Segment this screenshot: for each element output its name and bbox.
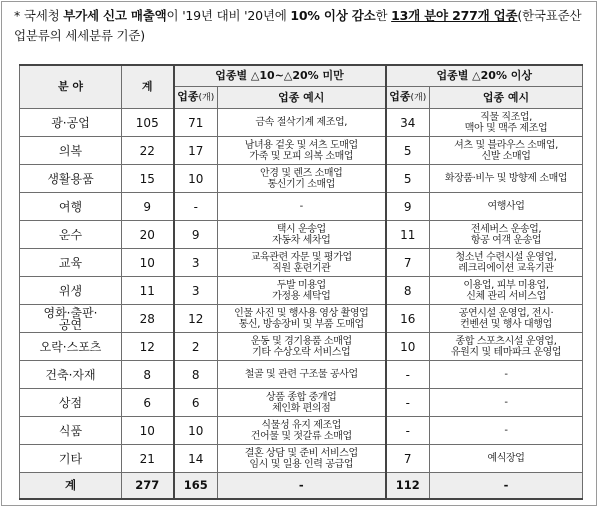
note-bold-sales: 부가세 신고 매출액 bbox=[63, 8, 167, 23]
table-row bbox=[20, 389, 583, 417]
cell-field: 기타 bbox=[20, 445, 122, 473]
cell-field: 영화·출판· 공연 bbox=[20, 305, 122, 333]
cell-count-10-20: 2 bbox=[174, 333, 218, 361]
cell-total: 12 bbox=[122, 333, 174, 361]
cell-count-10-20: 71 bbox=[174, 109, 218, 137]
cell-field: 상점 bbox=[20, 389, 122, 417]
cell-total: 22 bbox=[122, 137, 174, 165]
cell-count-20-plus: 5 bbox=[386, 137, 430, 165]
cell-example-10-20: 금속 절삭기계 제조업, bbox=[218, 109, 386, 137]
cell-example-10-20: 식물성 유지 제조업 건어물 및 젓갈류 소매업 bbox=[218, 417, 386, 445]
note-bold-industries: 13개 분야 277개 업종 bbox=[391, 8, 518, 23]
cell-count-10-20: 6 bbox=[174, 389, 218, 417]
cell-total: 10 bbox=[122, 249, 174, 277]
cell-example-10-20: 안경 및 렌즈 소매업 통신기기 소매업 bbox=[218, 165, 386, 193]
cell-total: 9 bbox=[122, 193, 174, 221]
cell-count-10-20: 9 bbox=[174, 221, 218, 249]
table-row bbox=[20, 305, 583, 333]
cell-field: 식품 bbox=[20, 417, 122, 445]
note-mid2: 한 bbox=[375, 8, 392, 23]
total-count-10-20: 165 bbox=[174, 473, 218, 499]
table-row bbox=[20, 361, 583, 389]
table-row bbox=[20, 417, 583, 445]
cell-count-10-20: - bbox=[174, 193, 218, 221]
cell-count-10-20: 8 bbox=[174, 361, 218, 389]
header-example-10-20: 업종 예시 bbox=[218, 87, 386, 109]
cell-total: 11 bbox=[122, 277, 174, 305]
total-label: 계 bbox=[20, 473, 122, 499]
cell-total: 105 bbox=[122, 109, 174, 137]
cell-total: 21 bbox=[122, 445, 174, 473]
cell-count-20-plus: 7 bbox=[386, 445, 430, 473]
cell-count-20-plus: 11 bbox=[386, 221, 430, 249]
cell-count-20-plus: 9 bbox=[386, 193, 430, 221]
cell-example-10-20: 운동 및 경기용품 소매업 기타 수상오락 서비스업 bbox=[218, 333, 386, 361]
cell-count-20-plus: 8 bbox=[386, 277, 430, 305]
cell-example-20-plus: 직물 직조업, 맥아 및 맥주 제조업 bbox=[430, 109, 583, 137]
note-prefix: * 국세청 bbox=[14, 8, 64, 23]
table-row bbox=[20, 277, 583, 305]
cell-count-20-plus: - bbox=[386, 389, 430, 417]
cell-total: 28 bbox=[122, 305, 174, 333]
cell-example-20-plus: 청소년 수련시설 운영업, 레크리에이션 교육기관 bbox=[430, 249, 583, 277]
cell-field: 의복 bbox=[20, 137, 122, 165]
total-sum: 277 bbox=[122, 473, 174, 499]
header-count-20-plus: 업종(개) bbox=[386, 87, 430, 109]
header-group-20-plus: 업종별 △20% 이상 bbox=[386, 65, 583, 87]
table-row bbox=[20, 109, 583, 137]
cell-field: 광·공업 bbox=[20, 109, 122, 137]
cell-field: 교육 bbox=[20, 249, 122, 277]
cell-field: 여행 bbox=[20, 193, 122, 221]
cell-example-20-plus: 이용업, 피부 미용업, 신체 관리 서비스업 bbox=[430, 277, 583, 305]
industry-table bbox=[19, 64, 583, 500]
cell-example-10-20: 결혼 상담 및 준비 서비스업 임시 및 일용 인력 공급업 bbox=[218, 445, 386, 473]
cell-count-10-20: 17 bbox=[174, 137, 218, 165]
cell-count-20-plus: 34 bbox=[386, 109, 430, 137]
cell-total: 10 bbox=[122, 417, 174, 445]
header-count-10-20: 업종(개) bbox=[174, 87, 218, 109]
cell-field: 위생 bbox=[20, 277, 122, 305]
cell-field: 오락·스포츠 bbox=[20, 333, 122, 361]
total-count-20-plus: 112 bbox=[386, 473, 430, 499]
table-row bbox=[20, 165, 583, 193]
summary-note bbox=[14, 6, 584, 46]
cell-example-20-plus: 셔츠 및 블라우스 소매업, 신발 소매업 bbox=[430, 137, 583, 165]
cell-example-20-plus: - bbox=[430, 389, 583, 417]
total-row bbox=[20, 473, 583, 499]
table-row bbox=[20, 221, 583, 249]
header-example-20-plus: 업종 예시 bbox=[430, 87, 583, 109]
cell-example-20-plus: 화장품·비누 및 방향제 소매업 bbox=[430, 165, 583, 193]
cell-example-20-plus: 종합 스포츠시설 운영업, 유원지 및 테마파크 운영업 bbox=[430, 333, 583, 361]
header-total: 계 bbox=[122, 65, 174, 109]
table-body bbox=[20, 109, 583, 499]
cell-example-10-20: 철골 및 관련 구조물 공사업 bbox=[218, 361, 386, 389]
cell-count-10-20: 14 bbox=[174, 445, 218, 473]
total-example-10-20: - bbox=[218, 473, 386, 499]
cell-example-20-plus: 여행사업 bbox=[430, 193, 583, 221]
header-field: 분 야 bbox=[20, 65, 122, 109]
total-example-20-plus: - bbox=[430, 473, 583, 499]
cell-field: 건축·자재 bbox=[20, 361, 122, 389]
cell-count-20-plus: - bbox=[386, 361, 430, 389]
cell-example-20-plus: 공연시설 운영업, 전시· 컨벤션 및 행사 대행업 bbox=[430, 305, 583, 333]
note-suffix: (한국표준산업분류의 세세분류 기준) bbox=[14, 8, 582, 43]
note-bold-decrease: 10% 이상 감소 bbox=[290, 8, 376, 23]
note-mid1: 이 '19년 대비 '20년에 bbox=[166, 8, 291, 23]
table-row bbox=[20, 193, 583, 221]
cell-example-20-plus: - bbox=[430, 361, 583, 389]
cell-count-20-plus: - bbox=[386, 417, 430, 445]
cell-example-10-20: 남녀용 겉옷 및 셔츠 도매업 가죽 및 모피 의복 소매업 bbox=[218, 137, 386, 165]
cell-count-20-plus: 5 bbox=[386, 165, 430, 193]
cell-example-10-20: 인물 사진 및 행사용 영상 촬영업 통신, 방송장비 및 부품 도매업 bbox=[218, 305, 386, 333]
cell-count-10-20: 3 bbox=[174, 277, 218, 305]
cell-count-20-plus: 16 bbox=[386, 305, 430, 333]
cell-example-20-plus: 전세버스 운송업, 항공 여객 운송업 bbox=[430, 221, 583, 249]
cell-total: 15 bbox=[122, 165, 174, 193]
cell-example-20-plus: - bbox=[430, 417, 583, 445]
table-row bbox=[20, 249, 583, 277]
header-group-10-20: 업종별 △10~△20% 미만 bbox=[174, 65, 386, 87]
cell-example-10-20: 택시 운송업 자동차 세차업 bbox=[218, 221, 386, 249]
table-row bbox=[20, 137, 583, 165]
table-row bbox=[20, 445, 583, 473]
cell-example-10-20: - bbox=[218, 193, 386, 221]
cell-count-10-20: 12 bbox=[174, 305, 218, 333]
cell-total: 6 bbox=[122, 389, 174, 417]
cell-example-20-plus: 예식장업 bbox=[430, 445, 583, 473]
cell-count-20-plus: 7 bbox=[386, 249, 430, 277]
cell-count-10-20: 3 bbox=[174, 249, 218, 277]
table-row bbox=[20, 333, 583, 361]
cell-count-20-plus: 10 bbox=[386, 333, 430, 361]
cell-count-10-20: 10 bbox=[174, 165, 218, 193]
cell-example-10-20: 상품 종합 중개업 체인화 편의점 bbox=[218, 389, 386, 417]
cell-total: 20 bbox=[122, 221, 174, 249]
cell-count-10-20: 10 bbox=[174, 417, 218, 445]
cell-field: 운수 bbox=[20, 221, 122, 249]
cell-total: 8 bbox=[122, 361, 174, 389]
cell-example-10-20: 교육관련 자문 및 평가업 직원 훈련기관 bbox=[218, 249, 386, 277]
cell-example-10-20: 두발 미용업 가정용 세탁업 bbox=[218, 277, 386, 305]
cell-field: 생활용품 bbox=[20, 165, 122, 193]
